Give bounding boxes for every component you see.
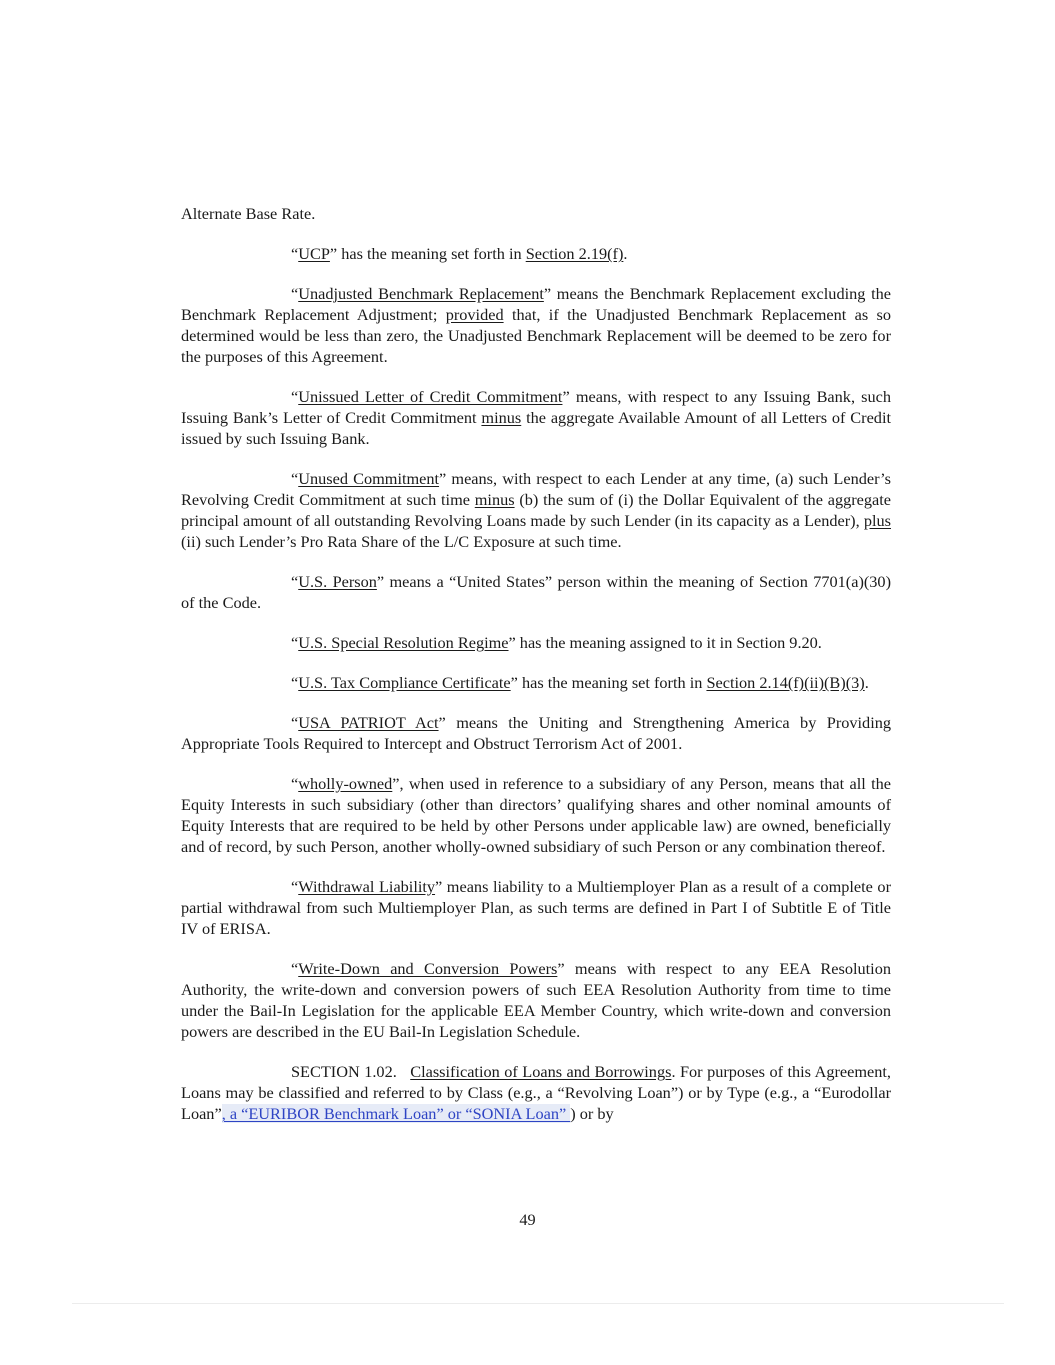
document-body <box>181 203 891 1124</box>
emphasis-term: provided <box>445 305 504 324</box>
emphasis-term: minus <box>474 490 515 509</box>
definition-us-tax-compliance-certificate: “U.S. Tax Compliance Certificate” has the meaning set forth in Section 2.14(f)(ii)(B)(3). <box>291 673 869 692</box>
definition-usa-patriot-act: “USA PATRIOT Act” means the Uniting and Strengthening America by Providing Appropriate Tools Required to Intercept and Obstruct Terrorism Act of 2001. <box>181 713 892 753</box>
definition-wholly-owned: “wholly-owned”, when used in reference to a subsidiary of any Person, means that all the Equity Interests in such subsidiary (other than directors’ qualifying shares and other nominal amounts of Equity Interests that are required to be held by other Persons under applicable law) are owned, beneficially and of record, by such Person, another wholly-owned subsidiary of such Person or any combination thereof. <box>181 774 891 856</box>
page-bottom-divider <box>72 1303 1004 1304</box>
definition-us-person: “U.S. Person” means a “United States” person within the meaning of Section 7701(a)(30) of the Code. <box>181 572 891 612</box>
section-number: SECTION 1.02. <box>291 1062 411 1081</box>
definition-unused-commitment: “Unused Commitment” means, with respect to each Lender at any time, (a) such Lender’s Revolving Credit Commitment at such time minus (b) the sum of (i) the Dollar Equivalent of the aggregate principal amount of all outstanding Revolving Loans made by such Lender (in its capacity as a Lender), plus (ii) such Lender’s Pro Rata Share of the L/C Exposure at such time. <box>181 469 891 551</box>
section-1-02: SECTION 1.02. Classification of Loans and Borrowings. For purposes of this Agreement, Loans may be classified and referred to by Class (e.g., a “Revolving Loan”) or by Type (e.g., a “Eurodollar Loan”, a “EURIBOR Benchmark Loan” or “SONIA Loan” ) or by <box>181 1062 891 1123</box>
defined-term: Unadjusted Benchmark Replacement <box>298 284 544 303</box>
inserted-text-highlight[interactable]: , a “EURIBOR Benchmark Loan” or “SONIA Loan” <box>221 1104 571 1123</box>
defined-term: Unissued Letter of Credit Commitment <box>298 387 563 406</box>
defined-term: U.S. Special Resolution Regime <box>298 633 509 652</box>
defined-term: USA PATRIOT Act <box>298 713 439 732</box>
defined-term: U.S. Tax Compliance Certificate <box>298 673 511 692</box>
defined-term: Unused Commitment <box>298 469 440 488</box>
definition-unissued-letter-of-credit-commitment: “Unissued Letter of Credit Commitment” means, with respect to any Issuing Bank, such Issuing Bank’s Letter of Credit Commitment minus the aggregate Available Amount of all Letters of Credit issued by such Issuing Bank. <box>181 387 891 448</box>
defined-term: Withdrawal Liability <box>298 877 436 896</box>
definition-us-special-resolution-regime: “U.S. Special Resolution Regime” has the meaning assigned to it in Section 9.20. <box>291 633 822 652</box>
page-number: 49 <box>519 1210 536 1229</box>
emphasis-term: minus <box>481 408 522 427</box>
defined-term: wholly-owned <box>298 774 393 793</box>
paragraph-continuation: Alternate Base Rate. <box>181 204 316 223</box>
definition-ucp: “UCP” has the meaning set forth in Section 2.19(f). <box>291 244 628 263</box>
defined-term: Write-Down and Conversion Powers <box>298 959 558 978</box>
definition-withdrawal-liability: “Withdrawal Liability” means liability to a Multiemployer Plan as a result of a complete or partial withdrawal from such Multiemployer Plan, as such terms are defined in Part I of Subtitle E of Title IV of ERISA. <box>181 877 891 938</box>
section-reference: Section 2.19(f) <box>525 244 624 263</box>
section-heading: Classification of Loans and Borrowings <box>410 1062 672 1081</box>
section-reference: Section 2.14(f)(ii)(B)(3) <box>706 673 865 692</box>
emphasis-term: plus <box>863 511 891 530</box>
defined-term: UCP <box>298 244 330 263</box>
defined-term: U.S. Person <box>298 572 377 591</box>
definition-write-down-and-conversion-powers: “Write-Down and Conversion Powers” means with respect to any EEA Resolution Authority, the write-down and conversion powers of such EEA Resolution Authority from time to time under the Bail-In Legislation for the applicable EEA Member Country, which write-down and conversion powers are described in the EU Bail-In Legislation Schedule. <box>181 959 891 1041</box>
definition-unadjusted-benchmark-replacement: “Unadjusted Benchmark Replacement” means the Benchmark Replacement excluding the Benchmark Replacement Adjustment; provided that, if the Unadjusted Benchmark Replacement as so determined would be less than zero, the Unadjusted Benchmark Replacement will be deemed to be zero for the purposes of this Agreement. <box>181 284 892 366</box>
